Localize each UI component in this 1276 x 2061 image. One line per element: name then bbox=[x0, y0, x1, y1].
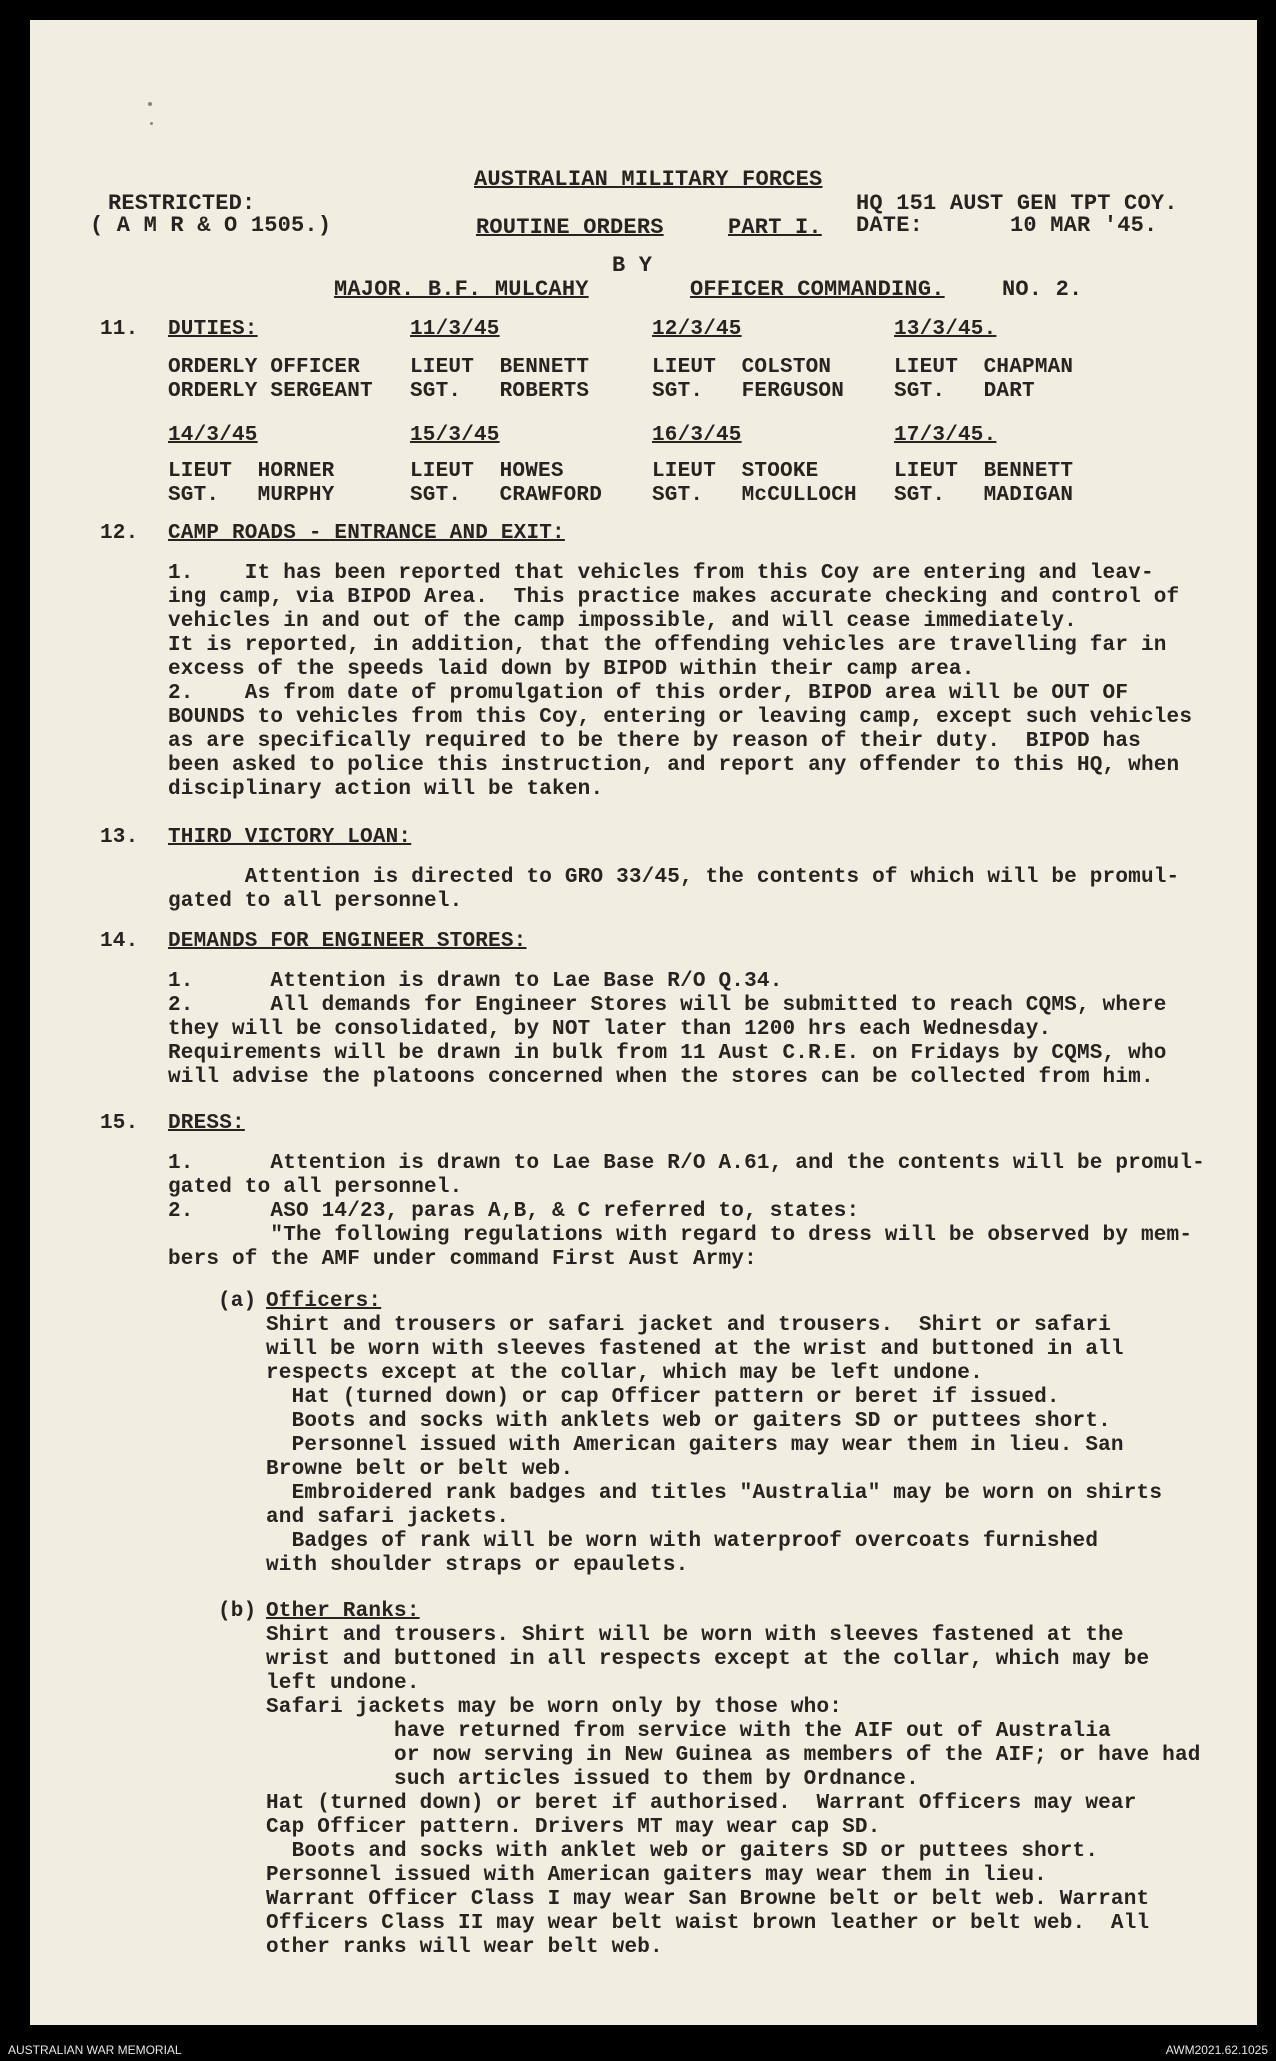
body-line: BOUNDS to vehicles from this Coy, entering or leaving camp, except such vehicles bbox=[168, 706, 1193, 729]
orderly-officer-label: ORDERLY OFFICER bbox=[168, 356, 361, 379]
body-line: Badges of rank will be worn with waterproof overcoats furnished bbox=[266, 1530, 1099, 1553]
duty-sergeant: SGT. MURPHY bbox=[168, 484, 335, 507]
body-line: 2. All demands for Engineer Stores will be submitted to reach CQMS, where bbox=[168, 994, 1167, 1017]
body-line: Embroidered rank badges and titles "Australia" may be worn on shirts bbox=[266, 1482, 1163, 1505]
body-line: have returned from service with the AIF out of Australia bbox=[266, 1720, 1111, 1743]
duty-sergeant: SGT. McCULLOCH bbox=[652, 484, 857, 507]
routine-orders-title: ROUTINE ORDERS bbox=[476, 215, 664, 240]
amro-reference: ( A M R & O 1505.) bbox=[90, 213, 332, 238]
body-line: Safari jackets may be worn only by those who: bbox=[266, 1696, 843, 1719]
order-number: NO. 2. bbox=[1002, 277, 1083, 302]
orderly-sergeant-label: ORDERLY SERGEANT bbox=[168, 380, 373, 403]
body-line: gated to all personnel. bbox=[168, 890, 463, 913]
body-line: other ranks will wear belt web. bbox=[266, 1936, 663, 1959]
restricted-label: RESTRICTED: bbox=[108, 191, 256, 216]
officer-commanding: OFFICER COMMANDING. bbox=[690, 277, 945, 302]
duty-officer: LIEUT BENNETT bbox=[410, 356, 590, 379]
body-line: Requirements will be drawn in bulk from 11 Aust C.R.E. on Fridays by CQMS, who bbox=[168, 1042, 1167, 1065]
by-label: B Y bbox=[612, 253, 653, 278]
part-label: PART I. bbox=[728, 215, 822, 240]
duty-date: 15/3/45 bbox=[410, 424, 500, 447]
section-title: DEMANDS FOR ENGINEER STORES: bbox=[168, 930, 527, 953]
unit-name: HQ 151 AUST GEN TPT COY. bbox=[856, 191, 1178, 216]
section-title: DRESS: bbox=[168, 1112, 245, 1135]
commanding-major: MAJOR. B.F. MULCAHY bbox=[334, 277, 589, 302]
body-line: Personnel issued with American gaiters may wear them in lieu. bbox=[266, 1864, 1047, 1887]
body-line: respects except at the collar, which may be left undone. bbox=[266, 1362, 983, 1385]
body-line: Boots and socks with anklet web or gaiters SD or puttees short. bbox=[266, 1840, 1099, 1863]
duty-officer: LIEUT BENNETT bbox=[894, 460, 1074, 483]
section-number: 14. bbox=[100, 930, 139, 953]
duty-officer: LIEUT COLSTON bbox=[652, 356, 832, 379]
body-line: and safari jackets. bbox=[266, 1506, 510, 1529]
duty-officer: LIEUT CHAPMAN bbox=[894, 356, 1074, 379]
body-line: ing camp, via BIPOD Area. This practice makes accurate checking and control of bbox=[168, 586, 1180, 609]
body-line: 2. As from date of promulgation of this order, BIPOD area will be OUT OF bbox=[168, 682, 1129, 705]
body-line: with shoulder straps or epaulets. bbox=[266, 1554, 689, 1577]
body-line: will be worn with sleeves fastened at the wrist and buttoned in all bbox=[266, 1338, 1124, 1361]
body-line: 2. ASO 14/23, paras A,B, & C referred to, states: bbox=[168, 1200, 860, 1223]
section-title: CAMP ROADS - ENTRANCE AND EXIT: bbox=[168, 522, 565, 545]
duty-officer: LIEUT HORNER bbox=[168, 460, 335, 483]
body-line: wrist and buttoned in all respects except at the collar, which may be bbox=[266, 1648, 1150, 1671]
body-line: bers of the AMF under command First Aust Army: bbox=[168, 1248, 757, 1271]
body-line: 1. Attention is drawn to Lae Base R/O A.61, and the contents will be promul- bbox=[168, 1152, 1205, 1175]
body-line: It is reported, in addition, that the offending vehicles are travelling far in bbox=[168, 634, 1167, 657]
section-number: 12. bbox=[100, 522, 139, 545]
subsection-label: (a) bbox=[218, 1290, 257, 1313]
duty-sergeant: SGT. DART bbox=[894, 380, 1035, 403]
duty-sergeant: SGT. ROBERTS bbox=[410, 380, 590, 403]
duty-sergeant: SGT. FERGUSON bbox=[652, 380, 845, 403]
section-number: 11. bbox=[100, 318, 139, 341]
section-number: 13. bbox=[100, 826, 139, 849]
subsection-title: Other Ranks: bbox=[266, 1600, 420, 1623]
duty-date: 11/3/45 bbox=[410, 318, 500, 341]
duty-date: 12/3/45 bbox=[652, 318, 742, 341]
date-label: DATE: bbox=[856, 213, 924, 238]
date-value: 10 MAR '45. bbox=[1010, 213, 1158, 238]
body-line: Hat (turned down) or cap Officer pattern or beret if issued. bbox=[266, 1386, 1060, 1409]
body-line: such articles issued to them by Ordnance. bbox=[266, 1768, 919, 1791]
body-line: 1. It has been reported that vehicles from this Coy are entering and leav- bbox=[168, 562, 1154, 585]
body-line: Browne belt or belt web. bbox=[266, 1458, 574, 1481]
body-line: Personnel issued with American gaiters may wear them in lieu. San bbox=[266, 1434, 1124, 1457]
body-line: gated to all personnel. bbox=[168, 1176, 463, 1199]
duty-date: 17/3/45. bbox=[894, 424, 997, 447]
duty-date: 16/3/45 bbox=[652, 424, 742, 447]
body-line: they will be consolidated, by NOT later than 1200 hrs each Wednesday. bbox=[168, 1018, 1052, 1041]
duty-officer: LIEUT HOWES bbox=[410, 460, 564, 483]
body-line: excess of the speeds laid down by BIPOD within their camp area. bbox=[168, 658, 975, 681]
body-line: Attention is directed to GRO 33/45, the contents of which will be promul- bbox=[168, 866, 1180, 889]
section-number: 15. bbox=[100, 1112, 139, 1135]
body-line: "The following regulations with regard to dress will be observed by mem- bbox=[168, 1224, 1193, 1247]
body-line: left undone. bbox=[266, 1672, 420, 1695]
archive-reference: AWM2021.62.1025 bbox=[1165, 2043, 1268, 2057]
duty-date: 14/3/45 bbox=[168, 424, 258, 447]
subsection-label: (b) bbox=[218, 1600, 257, 1623]
archive-credit: AUSTRALIAN WAR MEMORIAL bbox=[8, 2043, 182, 2057]
section-title: THIRD VICTORY LOAN: bbox=[168, 826, 412, 849]
body-line: Cap Officer pattern. Drivers MT may wear cap SD. bbox=[266, 1816, 881, 1839]
body-line: disciplinary action will be taken. bbox=[168, 778, 604, 801]
org-title: AUSTRALIAN MILITARY FORCES bbox=[474, 167, 823, 192]
body-line: as are specifically required to be there by reason of their duty. BIPOD has bbox=[168, 730, 1141, 753]
subsection-title: Officers: bbox=[266, 1290, 382, 1313]
body-line: been asked to police this instruction, and report any offender to this HQ, when bbox=[168, 754, 1180, 777]
body-line: will advise the platoons concerned when the stores can be collected from him. bbox=[168, 1066, 1154, 1089]
duty-officer: LIEUT STOOKE bbox=[652, 460, 819, 483]
body-line: Officers Class II may wear belt waist brown leather or belt web. All bbox=[266, 1912, 1150, 1935]
body-line: 1. Attention is drawn to Lae Base R/O Q.34. bbox=[168, 970, 783, 993]
paper-mark bbox=[150, 122, 153, 125]
body-line: Hat (turned down) or beret if authorised. Warrant Officers may wear bbox=[266, 1792, 1137, 1815]
duty-sergeant: SGT. MADIGAN bbox=[894, 484, 1074, 507]
duty-sergeant: SGT. CRAWFORD bbox=[410, 484, 603, 507]
paper-mark bbox=[148, 102, 152, 106]
body-line: Shirt and trousers or safari jacket and trousers. Shirt or safari bbox=[266, 1314, 1111, 1337]
body-line: or now serving in New Guinea as members of the AIF; or have had bbox=[266, 1744, 1201, 1767]
body-line: vehicles in and out of the camp impossible, and will cease immediately. bbox=[168, 610, 1077, 633]
body-line: Boots and socks with anklets web or gaiters SD or puttees short. bbox=[266, 1410, 1111, 1433]
body-line: Warrant Officer Class I may wear San Browne belt or belt web. Warrant bbox=[266, 1888, 1150, 1911]
body-line: Shirt and trousers. Shirt will be worn with sleeves fastened at the bbox=[266, 1624, 1124, 1647]
duty-date: 13/3/45. bbox=[894, 318, 997, 341]
section-title: DUTIES: bbox=[168, 318, 258, 341]
